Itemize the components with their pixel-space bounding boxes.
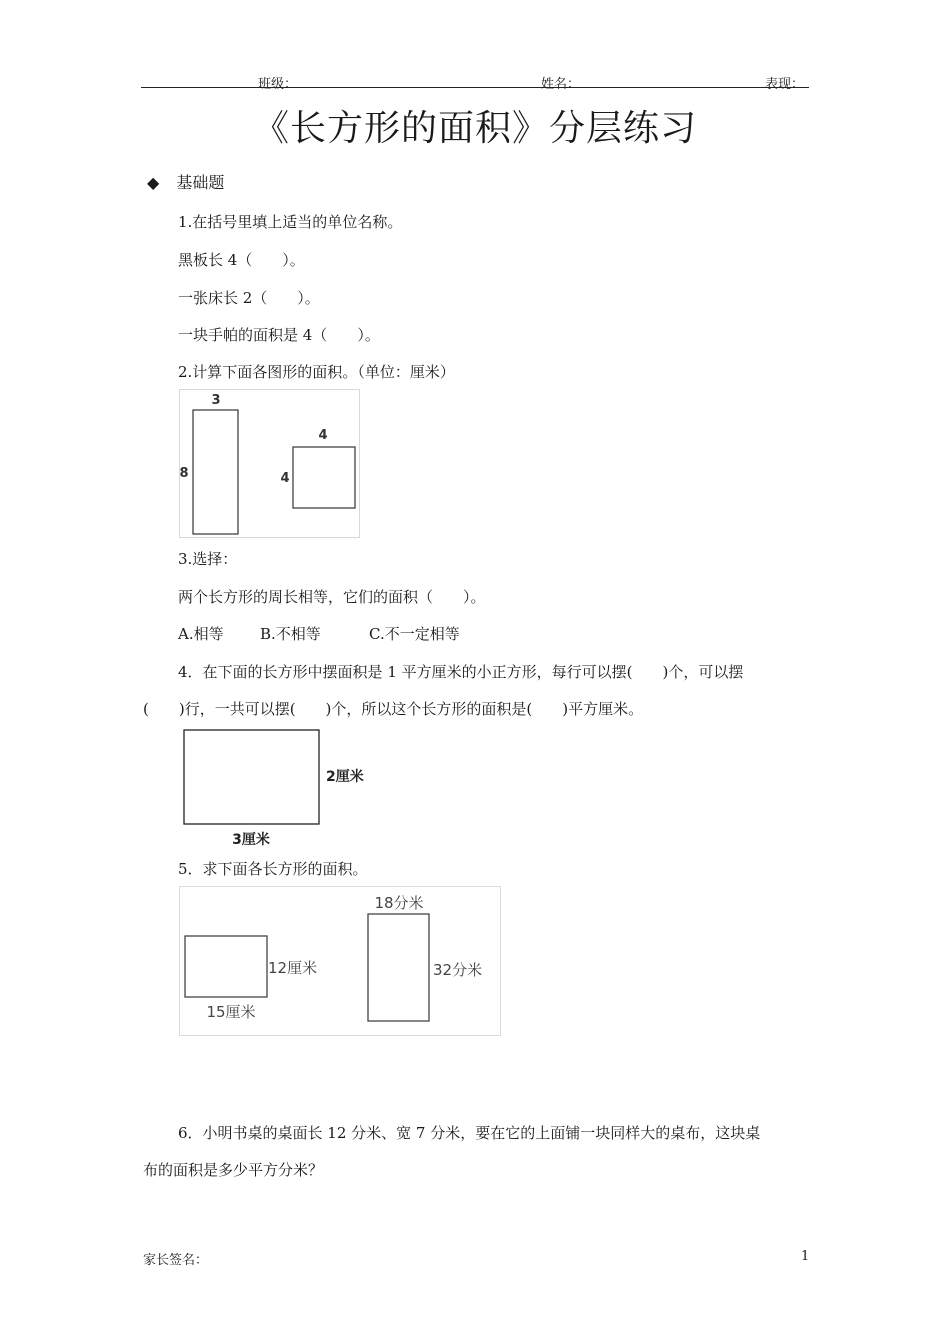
- q3-option-a: A.相等: [178, 625, 224, 643]
- q3-question: 两个长方形的周长相等，它们的面积（ ）。: [178, 588, 486, 606]
- q5-rect1: [185, 936, 267, 997]
- class-label: 班级：: [258, 77, 298, 92]
- q3-prompt: 3.选择：: [178, 550, 238, 568]
- q2-square-width-label: 4: [318, 428, 328, 443]
- diamond-bullet-icon: ◆: [147, 173, 160, 192]
- q1-item: 一张床长 2（ ）。: [178, 289, 320, 307]
- q5-rect2-height-label: 32分米: [433, 961, 483, 979]
- q3-option-c: C.不一定相等: [369, 625, 460, 643]
- page-number: 1: [801, 1249, 810, 1264]
- q5-rect1-width-label: 15厘米: [206, 1003, 256, 1021]
- q6-line2: 布的面积是多少平方分米？: [143, 1161, 324, 1179]
- q2-square-height-label: 4: [280, 471, 290, 486]
- q4-line1: 4．在下面的长方形中摆面积是 1 平方厘米的小正方形，每行可以摆( )个，可以摆: [178, 663, 744, 681]
- q3-option-b: B.不相等: [260, 625, 321, 643]
- q6-line1: 6．小明书桌的桌面长 12 分米、宽 7 分米，要在它的上面铺一块同样大的桌布，这块桌: [178, 1124, 761, 1142]
- q4-width-label: 3厘米: [232, 832, 270, 848]
- q1-prompt: 1.在括号里填上适当的单位名称。: [178, 213, 403, 231]
- header-rule: [141, 87, 809, 88]
- performance-label: 表现：: [765, 77, 805, 92]
- section-heading: [147, 170, 224, 193]
- page-title: 《长方形的面积》分层练习: [252, 108, 697, 149]
- q5-figure: [179, 886, 501, 1036]
- q2-rect-height-label: 8: [179, 466, 189, 481]
- q4-height-label: 2厘米: [326, 769, 364, 785]
- parent-signature-label: 家长签名：: [143, 1253, 209, 1268]
- q4-figure: [180, 726, 370, 850]
- q2-figure: [179, 389, 360, 538]
- q2-rect: [193, 410, 238, 534]
- q4-line2: ( )行，一共可以摆( )个，所以这个长方形的面积是( )平方厘米。: [143, 700, 644, 718]
- q1-item: 黑板长 4（ ）。: [178, 251, 305, 269]
- q2-prompt: 2.计算下面各图形的面积。（单位：厘米）: [178, 363, 455, 381]
- q5-rect2-width-label: 18分米: [374, 894, 424, 912]
- name-label: 姓名：: [541, 77, 581, 92]
- q5-prompt: 5．求下面各长方形的面积。: [178, 860, 368, 878]
- q4-rect: [184, 730, 319, 824]
- q5-rect1-height-label: 12厘米: [268, 959, 318, 977]
- section-label: 基础题: [176, 173, 225, 192]
- q2-square: [293, 447, 355, 508]
- q1-item: 一块手帕的面积是 4（ ）。: [178, 326, 380, 344]
- q2-rect-width-label: 3: [211, 393, 221, 408]
- q5-rect2: [368, 914, 429, 1021]
